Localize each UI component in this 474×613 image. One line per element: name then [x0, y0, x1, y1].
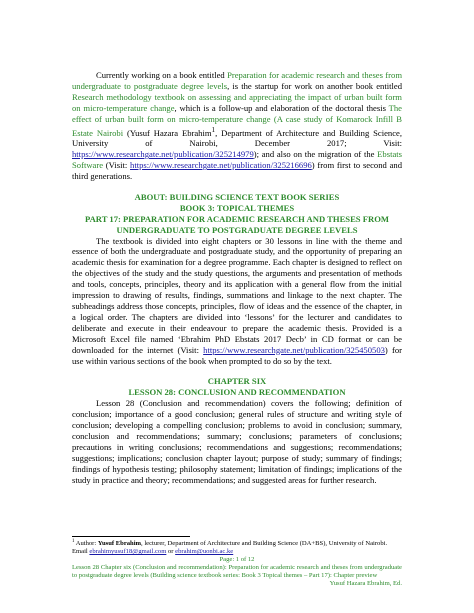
footnote-marker[interactable]: 1 — [211, 125, 216, 134]
about-paragraph — [72, 236, 402, 367]
page-number: Page: 1 of 12 — [219, 556, 255, 563]
researchgate-link-1[interactable]: https://www.researchgate.net/publication/325214979 — [72, 149, 254, 160]
book-heading: BOOK 3: TOPICAL THEMES — [179, 202, 295, 213]
textbook-title: Research methodology textbook on assessing and appreciating the impact of urban built form on micro-temperature change — [72, 91, 402, 113]
software-name: Ebstats Software — [72, 149, 402, 171]
footer-text: Lesson 28 Chapter six (Conclusion and recommendation): Preparation for academic research and theses from undergraduate to postgraduate degree levels (Building science textbook series: Book 3 Topical themes – Part 17): Chapter preview — [72, 564, 402, 580]
intro-text: , is the startup for work on another book entitled — [227, 80, 402, 91]
intro-text: , Department of Architecture and Building Science, University of Nairobi, December 2017; Visit: — [72, 127, 403, 149]
lesson-heading: LESSON 28: CONCLUSION AND RECOMMENDATION — [128, 387, 346, 398]
footnote-text: Author: — [74, 540, 98, 548]
intro-text: ); and also on the migration of the — [253, 149, 378, 160]
thesis-title: The effect of urban built form on micro-temperature change (A case study of Komarock Infill B Estate Nairobi — [72, 102, 402, 138]
email-link-2[interactable]: ebrahim@uonbi.ac.ke — [175, 548, 234, 556]
chapter-heading: CHAPTER SIX — [207, 376, 267, 387]
footnote-text: , lecturer, Department of Architecture and Building Science (DA+BS), University of Nairobi. Email — [72, 540, 388, 556]
book-title: Preparation for academic research and theses from undergraduate to postgraduate degree levels — [72, 70, 403, 91]
intro-paragraph — [72, 70, 402, 182]
intro-text: , which is a follow-up and elaboration of the doctoral thesis — [174, 102, 389, 113]
series-heading: ABOUT: BUILDING SCIENCE TEXT BOOK SERIES — [134, 191, 340, 202]
footnote-number: 1 — [72, 539, 75, 544]
about-text: The textbook is divided into eight chapters or 30 lessons in line with the theme and essence of both the undergraduate and postgraduate study, and the opportunity of preparing an academic thesis for examination for a degree programme. Each chapter is designed to reflect on the objectives of the study and the study questions, the arguments and presentation of methods and tools, concepts, principles, theory and its application with a general flow from the initial impression to drawing of results, findings, summations and linkage to the next chapter. The subheadings address those concepts, principles, flow of ideas and the essence of the chapter, in a logical order. The chapters are divided into ‘lessons’ for the lecturer and candidates to deliberate and execute in their endeavour to prepare the academic thesis. Provided is a Microsoft Excel file named ‘Ebrahim PhD Ebstats 2017 Decb’ in CD format or can be downloaded for the internet (Visit: — [72, 235, 402, 355]
page-footer — [72, 564, 402, 589]
intro-text: (Yusuf Hazara Ebrahim — [123, 127, 212, 138]
researchgate-link-2[interactable]: https://www.researchgate.net/publication/325216696 — [130, 160, 312, 171]
intro-text: (Visit: — [103, 160, 131, 171]
footnote — [72, 538, 404, 557]
body-text — [72, 70, 402, 485]
about-text: ) for use within various sections of the book when prompted to do so by the text. — [72, 344, 402, 366]
footnote-author: Yusuf Ebrahim — [97, 540, 142, 548]
footnote-text: or — [166, 548, 176, 556]
footer-author: Yusuf Hazara Ebrahim, Ed. — [329, 580, 402, 588]
intro-text: Currently working on a book entitled — [96, 70, 228, 80]
researchgate-link-3[interactable]: https://www.researchgate.net/publication/325450503 — [203, 344, 385, 355]
part-heading: PART 17: PREPARATION FOR ACADEMIC RESEARCH AND THESES FROM UNDERGRADUATE TO POSTGRADUATE DEGREE LEVELS — [84, 213, 389, 235]
footnote-rule — [72, 536, 190, 537]
email-link-1[interactable]: ebrahimyusuf18@gmail.com — [89, 548, 167, 556]
intro-text: ) from first to second and third generations. — [72, 160, 402, 182]
lesson-paragraph: Lesson 28 (Conclusion and recommendation) covers the following; definition of conclusion; importance of a good conclusion; general rules of structure and writing style of conclusion; developing a compelling conclusion; problems to avoid in conclusion; summary, conclusion and recommendations; summary; conclusions; parameters of conclusions; precautions in writing conclusions; recommendations and suggestions; recommendations; suggestions; implications; conclusion chapter layout; purpose of study; summary of findings; findings of hypothesis testing; philosophy statement; limitation of findings; implications of the study in practice and theory; recommendations; and suggested areas for further research. — [72, 398, 402, 485]
